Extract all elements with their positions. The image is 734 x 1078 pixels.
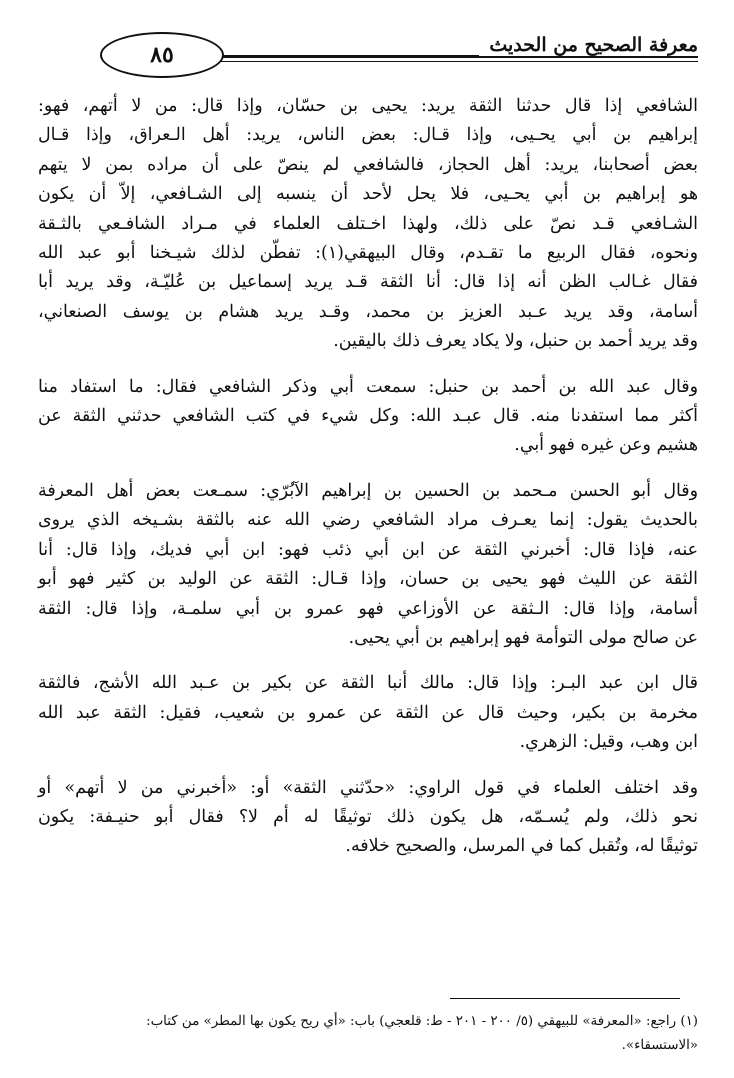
paragraph [38,477,698,653]
paragraph [38,669,698,757]
text-line: وقال عبد الله بن أحمد بن حنبل: سمعت أبي وذكر الشافعي فقال: ما استفاد منا [38,376,698,397]
text-line: أسامة، وقد يريد عـبد العزيز بن محمد، وقـد يريد هشام بن يوسف الصنعاني، [38,301,698,322]
text-line: الشـافعي قـد نصّ على ذلك، ولهذا اخـتلف العلماء في مـراد الشافـعي بالثـقة [38,213,698,234]
text-line: بالحديث يقول: إنما يعـرف مراد الشافعي رضي الله عنه بالثقة بشـيخه الذي يروى [38,510,698,531]
text-line: أسامة، وإذا قال: الـثقة عن الأوزاعي فهو عمرو بن أبي سلمـة، وإذا قال: الثقة [38,598,698,619]
main-text [38,92,698,878]
text-line: ونحوه، فقال الربيع ما تقـدم، وقال البيهقي(١): تفطّن لذلك شيـخنا أبو عبد الله [38,243,698,264]
text-line: قال ابن عبد البـر: وإذا قال: مالك أنبا الثقة عن بكير بن عـبد الله الأشج، فالثقة [38,673,698,694]
text-line: إبراهيم بن أبي يحـيى، وإذا قـال: بعض الناس، يريد: أهل الـعراق، وإذا قـال [38,125,698,146]
running-title: معرفة الصحيح من الحديث [479,34,698,56]
page-number: ٨٥ [100,32,224,78]
footnote-separator [450,998,680,999]
text-line: الشافعي إذا قال حدثنا الثقة يريد: يحيى بن حسّان، وإذا قال: من لا أتهم، فهو: [38,96,698,116]
text-line: الثقة عن الليث فهو يحيى بن حسان، وإذا قـال: الثقة عن الوليد بن كثير فهو أبو [38,569,698,590]
header-rule-thin [168,61,698,62]
text-line: بعض أصحابنا، يريد: أهل الحجاز، فالشافعي لم ينصّ على أن مراده بمن لا يتهم [38,154,698,175]
footnotes [38,1010,698,1058]
footnote-line: (١) راجع: «المعرفة» للبيهقي (٥/ ٢٠٠ - ٢٠١ - ط: قلعجي) باب: «أي ريح يكون بها المطر» من كتاب: [146,1014,698,1029]
paragraph [38,373,698,461]
text-line: وقال أبو الحسن مـحمد بن الحسين بن إبراهيم الآبُرّي: سمـعت بعض أهل المعرفة [38,480,698,501]
text-line: أكثر مما استفدنا منه. قال عبـد الله: وكل شيء في كتب الشافعي حدثني الثقة عن [38,406,698,427]
text-line: هشيم وعن غيره فهو أبي. [514,435,698,456]
text-line: ابن وهب، وقيل: الزهري. [519,732,698,753]
paragraph [38,774,698,862]
text-line: وقد يريد أحمد بن حنبل، ولا يكاد يعرف ذلك باليقين. [333,331,698,352]
running-header [48,18,698,88]
text-line: هو إبراهيم بن أبي يحـيى، فلا يحل لأحد أن ينسبه إلى الشـافعي، إلاّ أن يكون [38,184,698,205]
text-line: توثيقًا له، وتُقبل كما في المرسل، والصحيح خلافه. [345,836,698,857]
text-line: عن صالح مولى التوأمة فهو إبراهيم بن أبي يحيى. [348,627,698,648]
text-line: نحو ذلك، ولم يُسـمّه، هل يكون ذلك توثيقًا له أم لا؟ فقال أبو حنيـفة: يكون [38,806,698,827]
text-line: فقال غـالب الظن أنه إذا قال: أنا الثقة قـد يريد إسماعيل بن عُليّـة، وقد يريد أبا [38,272,698,293]
footnote-line: «الاستسقاء». [621,1038,698,1053]
text-line: مخرمة بن بكير، وحيث قال عن الثقة عن عمرو بن شعيب، فقيل: الثقة عبد الله [38,702,698,723]
text-line: وقد اختلف العلماء في قول الراوي: «حدّثني الثقة» أو: «أخبرني من لا أتهم» أو [38,777,698,798]
paragraph [38,92,698,357]
text-line: عنه، فإذا قال: أخبرني الثقة عن ابن أبي ذئب فهو: ابن أبي فديك، وإذا قال: أنا [38,539,698,560]
